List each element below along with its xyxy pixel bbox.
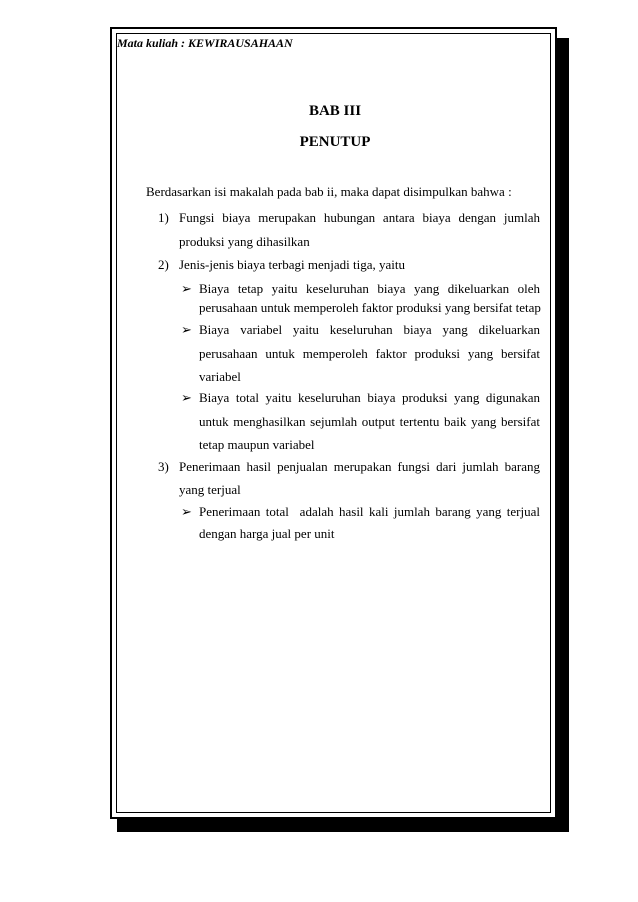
- bullet-text-line: Biaya total yaitu keseluruhan biaya produksi yang digunakan: [199, 390, 540, 405]
- bullet-text-line: untuk menghasilkan sejumlah output tertentu baik yang bersifat: [199, 414, 540, 429]
- course-header: Mata kuliah : KEWIRAUSAHAAN: [117, 36, 293, 50]
- item-number: 2): [158, 257, 169, 272]
- arrow-bullet-icon: ➢: [181, 281, 192, 296]
- arrow-bullet-icon: ➢: [181, 504, 192, 519]
- bullet-text-line: Penerimaan total adalah hasil kali jumlah barang yang terjual: [199, 504, 540, 519]
- bullet-text-line: perusahaan untuk memperoleh faktor produksi yang bersifat tetap: [199, 300, 541, 315]
- bullet-text-line: variabel: [199, 369, 241, 384]
- item-number: 1): [158, 210, 169, 225]
- bullet-text-line: Biaya tetap yaitu keseluruhan biaya yang dikeluarkan oleh: [199, 281, 540, 296]
- bullet-text-line: tetap maupun variabel: [199, 437, 315, 452]
- arrow-bullet-icon: ➢: [181, 322, 192, 337]
- item-text-line: Jenis-jenis biaya terbagi menjadi tiga, yaitu: [179, 257, 405, 272]
- item-text-line: produksi yang dihasilkan: [179, 234, 310, 249]
- intro-paragraph: Berdasarkan isi makalah pada bab ii, maka dapat disimpulkan bahwa :: [146, 184, 512, 199]
- bullet-text-line: dengan harga jual per unit: [199, 526, 335, 541]
- arrow-bullet-icon: ➢: [181, 390, 192, 405]
- item-text-line: Fungsi biaya merupakan hubungan antara biaya dengan jumlah: [179, 210, 540, 225]
- item-number: 3): [158, 459, 169, 474]
- item-text-line: yang terjual: [179, 482, 241, 497]
- chapter-title: PENUTUP: [299, 134, 371, 150]
- chapter-number: BAB III: [308, 103, 362, 119]
- bullet-text-line: Biaya variabel yaitu keseluruhan biaya yang dikeluarkan: [199, 322, 540, 337]
- item-text-line: Penerimaan hasil penjualan merupakan fungsi dari jumlah barang: [179, 459, 540, 474]
- bullet-text-line: perusahaan untuk memperoleh faktor produksi yang bersifat: [199, 346, 540, 361]
